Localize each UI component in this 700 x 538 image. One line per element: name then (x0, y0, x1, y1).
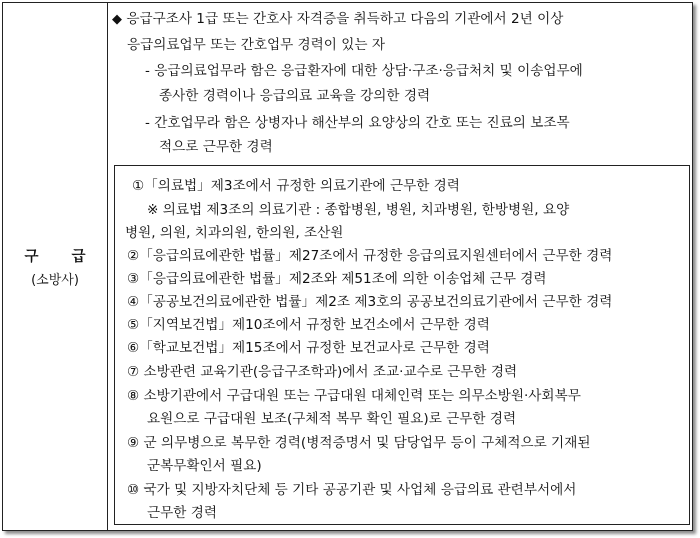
diamond-bullet-icon: ◆ (112, 12, 122, 27)
header-line-2: 응급의료업무 또는 간호업무 경력이 있는 자 (127, 37, 385, 53)
note1-line-1: - 응급의료업무라 함은 응급환자에 대한 상담·구조·응급처치 및 이송업무에 (145, 63, 583, 79)
header-line-1 (112, 9, 563, 30)
career-item-8-line-2: 요원으로 구급대원 보조(구체적 복무 확인 필요)로 근무한 경력 (147, 411, 517, 427)
header-text-1: 응급구조사 1급 또는 간호사 자격증을 취득하고 다음의 기관에서 2년 이상 (126, 11, 564, 27)
career-item-3: ③「응급의료에관한 법률」제2조와 제51조에 의한 이송업체 근무 경력 (127, 271, 547, 287)
career-item-2: ②「응급의료에관한 법률」제27조에서 규정한 응급의료지원센터에서 근무한 경력 (127, 248, 613, 264)
note2-line-1: - 간호업무라 함은 상병자나 해산부의 요양상의 간호 또는 진료의 보조목 (145, 115, 570, 131)
requirements-cell (109, 3, 692, 530)
career-item-6: ⑥「학교보건법」제15조에서 규정한 보건교사로 근무한 경력 (127, 340, 490, 356)
career-item-8-line-1: ⑧ 소방기관에서 구급대원 또는 구급대원 대체인력 또는 의무소방원·사회복무 (127, 388, 581, 404)
career-list-box (114, 165, 690, 525)
note1-line-2: 종사한 경력이나 응급의료 교육을 강의한 경력 (159, 88, 431, 104)
note2-line-2: 적으로 근무한 경력 (159, 139, 273, 155)
career-item-1-note-1: ※ 의료법 제3조의 의료기관 : 종합병원, 병원, 치과병원, 한방병원, 요양 (147, 202, 570, 218)
rank-dept: (소방사) (31, 273, 79, 288)
career-item-1-note-2: 병원, 의원, 치과의원, 한의원, 조산원 (125, 225, 344, 241)
career-item-9-line-1: ⑨ 군 의무병으로 복무한 경력(병적증명서 및 담당업무 등이 구체적으로 기재된 (127, 435, 591, 451)
career-item-1: ①「의료법」제3조에서 규정한 의료기관에 근무한 경력 (132, 178, 460, 194)
qualification-table (2, 2, 693, 531)
career-item-9-line-2: 군복무확인서 필요) (147, 458, 262, 474)
career-item-7: ⑦ 소방관련 교육기관(응급구조학과)에서 조교·교수로 근무한 경력 (127, 364, 518, 380)
rank-title: 구 급 (24, 249, 100, 265)
rank-cell (3, 3, 108, 530)
career-item-5: ⑤「지역보건법」제10조에서 규정한 보건소에서 근무한 경력 (127, 317, 490, 333)
career-item-10-line-1: ⑩ 국가 및 지방자치단체 등 기타 공공기관 및 사업체 응급의료 관련부서에서 (127, 482, 577, 498)
career-item-4: ④「공공보건의료에관한 법률」제2조 제3호의 공공보건의료기관에서 근무한 경력 (127, 294, 613, 310)
career-item-10-line-2: 근무한 경력 (147, 505, 217, 521)
